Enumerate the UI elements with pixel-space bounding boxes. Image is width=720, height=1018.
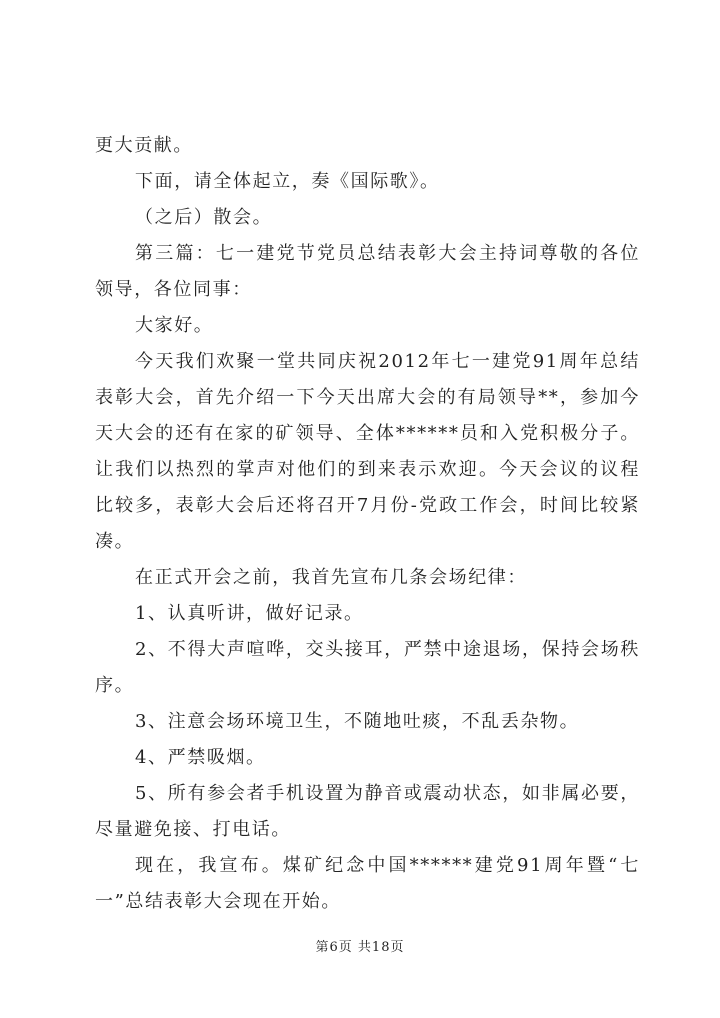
rule-item: 2、不得大声喧哗，交头接耳，严禁中途退场，保持会场秩序。 [95, 639, 640, 696]
rule-item: 5、所有参会者手机设置为静音或震动状态，如非属必要，尽量避免接、打电话。 [95, 783, 640, 840]
paragraph: 下面，请全体起立，奏《国际歌》。 [135, 171, 440, 192]
paragraph: 大家好。 [135, 315, 214, 336]
paragraph: （之后）散会。 [135, 207, 273, 228]
rule-item: 4、严禁吸烟。 [135, 747, 266, 768]
document-body [95, 128, 640, 920]
section-heading-paragraph: 第三篇：七一建党节党员总结表彰大会主持词尊敬的各位领导，各位同事： [95, 243, 640, 300]
paragraph: 现在，我宣布。煤矿纪念中国******建党91周年暨“七一”总结表彰大会现在开始。 [95, 855, 640, 912]
paragraph: 今天我们欢聚一堂共同庆祝2012年七一建党91周年总结表彰大会，首先介绍一下今天出席大会的有局领导**，参加今天大会的还有在家的矿领导、全体******员和入党积极分子。让我们以热烈的掌声对他们的到来表示欢迎。今天会议的议程比较多，表彰大会后还将召开7月份-党政工作会，时间比较紧凑。 [95, 351, 640, 552]
rule-item: 3、注意会场环境卫生，不随地吐痰，不乱丢杂物。 [135, 711, 580, 732]
rule-item: 1、认真听讲，做好记录。 [135, 603, 364, 624]
paragraph: 更大贡献。 [95, 135, 193, 156]
paragraph: 在正式开会之前，我首先宣布几条会场纪律： [135, 567, 527, 588]
page-footer: 第6页 共18页 [315, 940, 405, 955]
